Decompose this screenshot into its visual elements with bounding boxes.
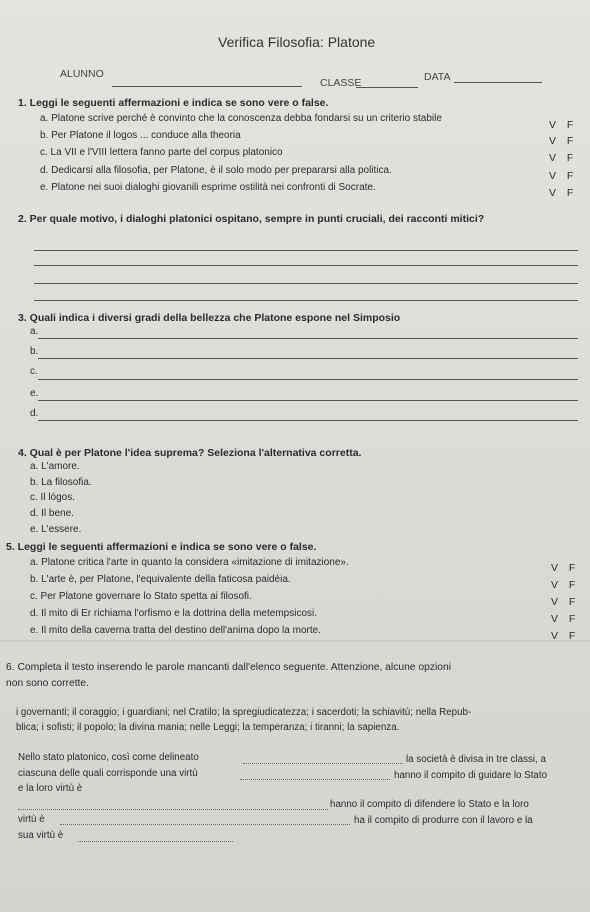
- q3-letter-c: c.: [30, 366, 38, 377]
- q2-answer-line-1[interactable]: [34, 250, 578, 251]
- q2-answer-line-2[interactable]: [34, 265, 578, 266]
- data-field[interactable]: [454, 82, 542, 83]
- q5-vf-c[interactable]: V F: [551, 596, 580, 608]
- q6-prompt-line-1: 6. Completa il testo inserendo le parole mancanti dall'elenco seguente. Attenzione, alcune opzioni: [6, 662, 452, 673]
- q5-item-a: a. Platone critica l'arte in quanto la considera «imitazione di imitazione».: [30, 557, 349, 568]
- q6-text-5a: virtù è: [18, 814, 45, 825]
- q4-option-b[interactable]: b. La filosofia.: [30, 477, 92, 488]
- q1-vf-e[interactable]: V F: [549, 187, 578, 199]
- q3-answer-a[interactable]: [38, 338, 578, 339]
- q6-word-list-line-2: blica; i sofisti; il popolo; la divina mania; nelle Leggi; la temperanza; i tiranni; la sapienza.: [16, 722, 400, 733]
- page-title: Verifica Filosofia: Platone: [218, 34, 376, 50]
- q5-item-c: c. Per Platone governare lo Stato spetta ai filosofi.: [30, 591, 252, 602]
- alunno-label: ALUNNO: [60, 68, 104, 80]
- paper-fold: [0, 640, 590, 642]
- q4-option-a[interactable]: a. L'amore.: [30, 461, 80, 472]
- q2-answer-line-3[interactable]: [34, 283, 578, 284]
- q6-blank-3[interactable]: [18, 809, 328, 810]
- q5-item-d: d. Il mito di Er richiama l'orfismo e la dottrina della metempsicosi.: [30, 608, 318, 619]
- q1-item-e: e. Platone nei suoi dialoghi giovanili esprime ostilità nei confronti di Socrate.: [40, 182, 376, 193]
- q3-letter-a: a.: [30, 326, 39, 337]
- q5-vf-e[interactable]: V F: [551, 630, 580, 642]
- q3-answer-c[interactable]: [38, 379, 578, 380]
- q1-prompt: 1. Leggi le seguenti affermazioni e indica se sono vere o false.: [18, 97, 329, 109]
- q5-item-e: e. Il mito della caverna tratta del destino dell'anima dopo la morte.: [30, 625, 321, 636]
- q4-prompt: 4. Qual è per Platone l'idea suprema? Seleziona l'alternativa corretta.: [18, 447, 362, 459]
- q6-text-1a: Nello stato platonico, così come delineato: [18, 752, 199, 763]
- classe-label: CLASSE: [320, 77, 362, 89]
- q6-blank-4[interactable]: [60, 824, 350, 825]
- q6-text-1b: la società è divisa in tre classi, a: [406, 754, 546, 765]
- q6-text-4b: hanno il compito di difendere lo Stato e la loro: [330, 799, 529, 810]
- q3-answer-b[interactable]: [38, 358, 578, 359]
- q2-answer-line-4[interactable]: [34, 300, 578, 301]
- q5-vf-b[interactable]: V F: [551, 579, 580, 591]
- q4-option-c[interactable]: c. Il lógos.: [30, 492, 76, 503]
- classe-field[interactable]: [356, 87, 418, 88]
- q1-vf-c[interactable]: V F: [549, 152, 578, 164]
- q3-prompt: 3. Quali indica i diversi gradi della bellezza che Platone espone nel Simposio: [18, 312, 401, 324]
- q6-prompt-line-2: non sono corrette.: [6, 678, 89, 689]
- q4-option-d[interactable]: d. Il bene.: [30, 508, 74, 519]
- q3-letter-e: e.: [30, 388, 39, 399]
- q6-text-6a: sua virtù è: [18, 830, 64, 841]
- q1-vf-d[interactable]: V F: [549, 170, 578, 182]
- q3-answer-e[interactable]: [38, 400, 578, 401]
- q4-option-e[interactable]: e. L'essere.: [30, 524, 82, 535]
- q5-vf-d[interactable]: V F: [551, 613, 580, 625]
- q1-item-d: d. Dedicarsi alla filosofia, per Platone, è il solo modo per prepararsi alla politica.: [40, 165, 392, 176]
- q1-item-c: c. La VII e l'VIII lettera fanno parte del corpus platonico: [40, 147, 283, 158]
- q6-text-2a: ciascuna delle quali corrisponde una virtù: [18, 768, 198, 779]
- q6-word-list-line-1: i governanti; il coraggio; i guardiani; nel Cratilo; la spregiudicatezza; i sacerdoti; la schiavitù; nella Repub-: [16, 707, 472, 718]
- q3-letter-b: b.: [30, 346, 39, 357]
- q6-text-5b: ha il compito di produrre con il lavoro e la: [354, 815, 533, 826]
- q6-blank-1[interactable]: [243, 763, 403, 764]
- q3-letter-d: d.: [30, 408, 39, 419]
- data-label: DATA: [424, 71, 451, 83]
- q5-item-b: b. L'arte è, per Platone, l'equivalente della faticosa paidéia.: [30, 574, 291, 585]
- q1-item-a: a. Platone scrive perché è convinto che la conoscenza debba fondarsi su un criterio stabile: [40, 113, 442, 124]
- q6-blank-2[interactable]: [240, 779, 390, 780]
- q6-text-3: e la loro virtù è: [18, 783, 83, 794]
- q2-prompt: 2. Per quale motivo, i dialoghi platonici ospitano, sempre in punti cruciali, dei racconti mitici?: [18, 213, 485, 225]
- q6-blank-5[interactable]: [78, 841, 233, 842]
- q1-vf-b[interactable]: V F: [549, 135, 578, 147]
- q6-text-2b: hanno il compito di guidare lo Stato: [394, 770, 548, 781]
- q3-answer-d[interactable]: [38, 420, 578, 421]
- q5-prompt: 5. Leggi le seguenti affermazioni e indica se sono vere o false.: [6, 541, 317, 553]
- alunno-field[interactable]: [112, 86, 302, 87]
- q5-vf-a[interactable]: V F: [551, 562, 580, 574]
- q1-vf-a[interactable]: V F: [549, 119, 578, 131]
- q1-item-b: b. Per Platone il logos ... conduce alla theoria: [40, 130, 241, 141]
